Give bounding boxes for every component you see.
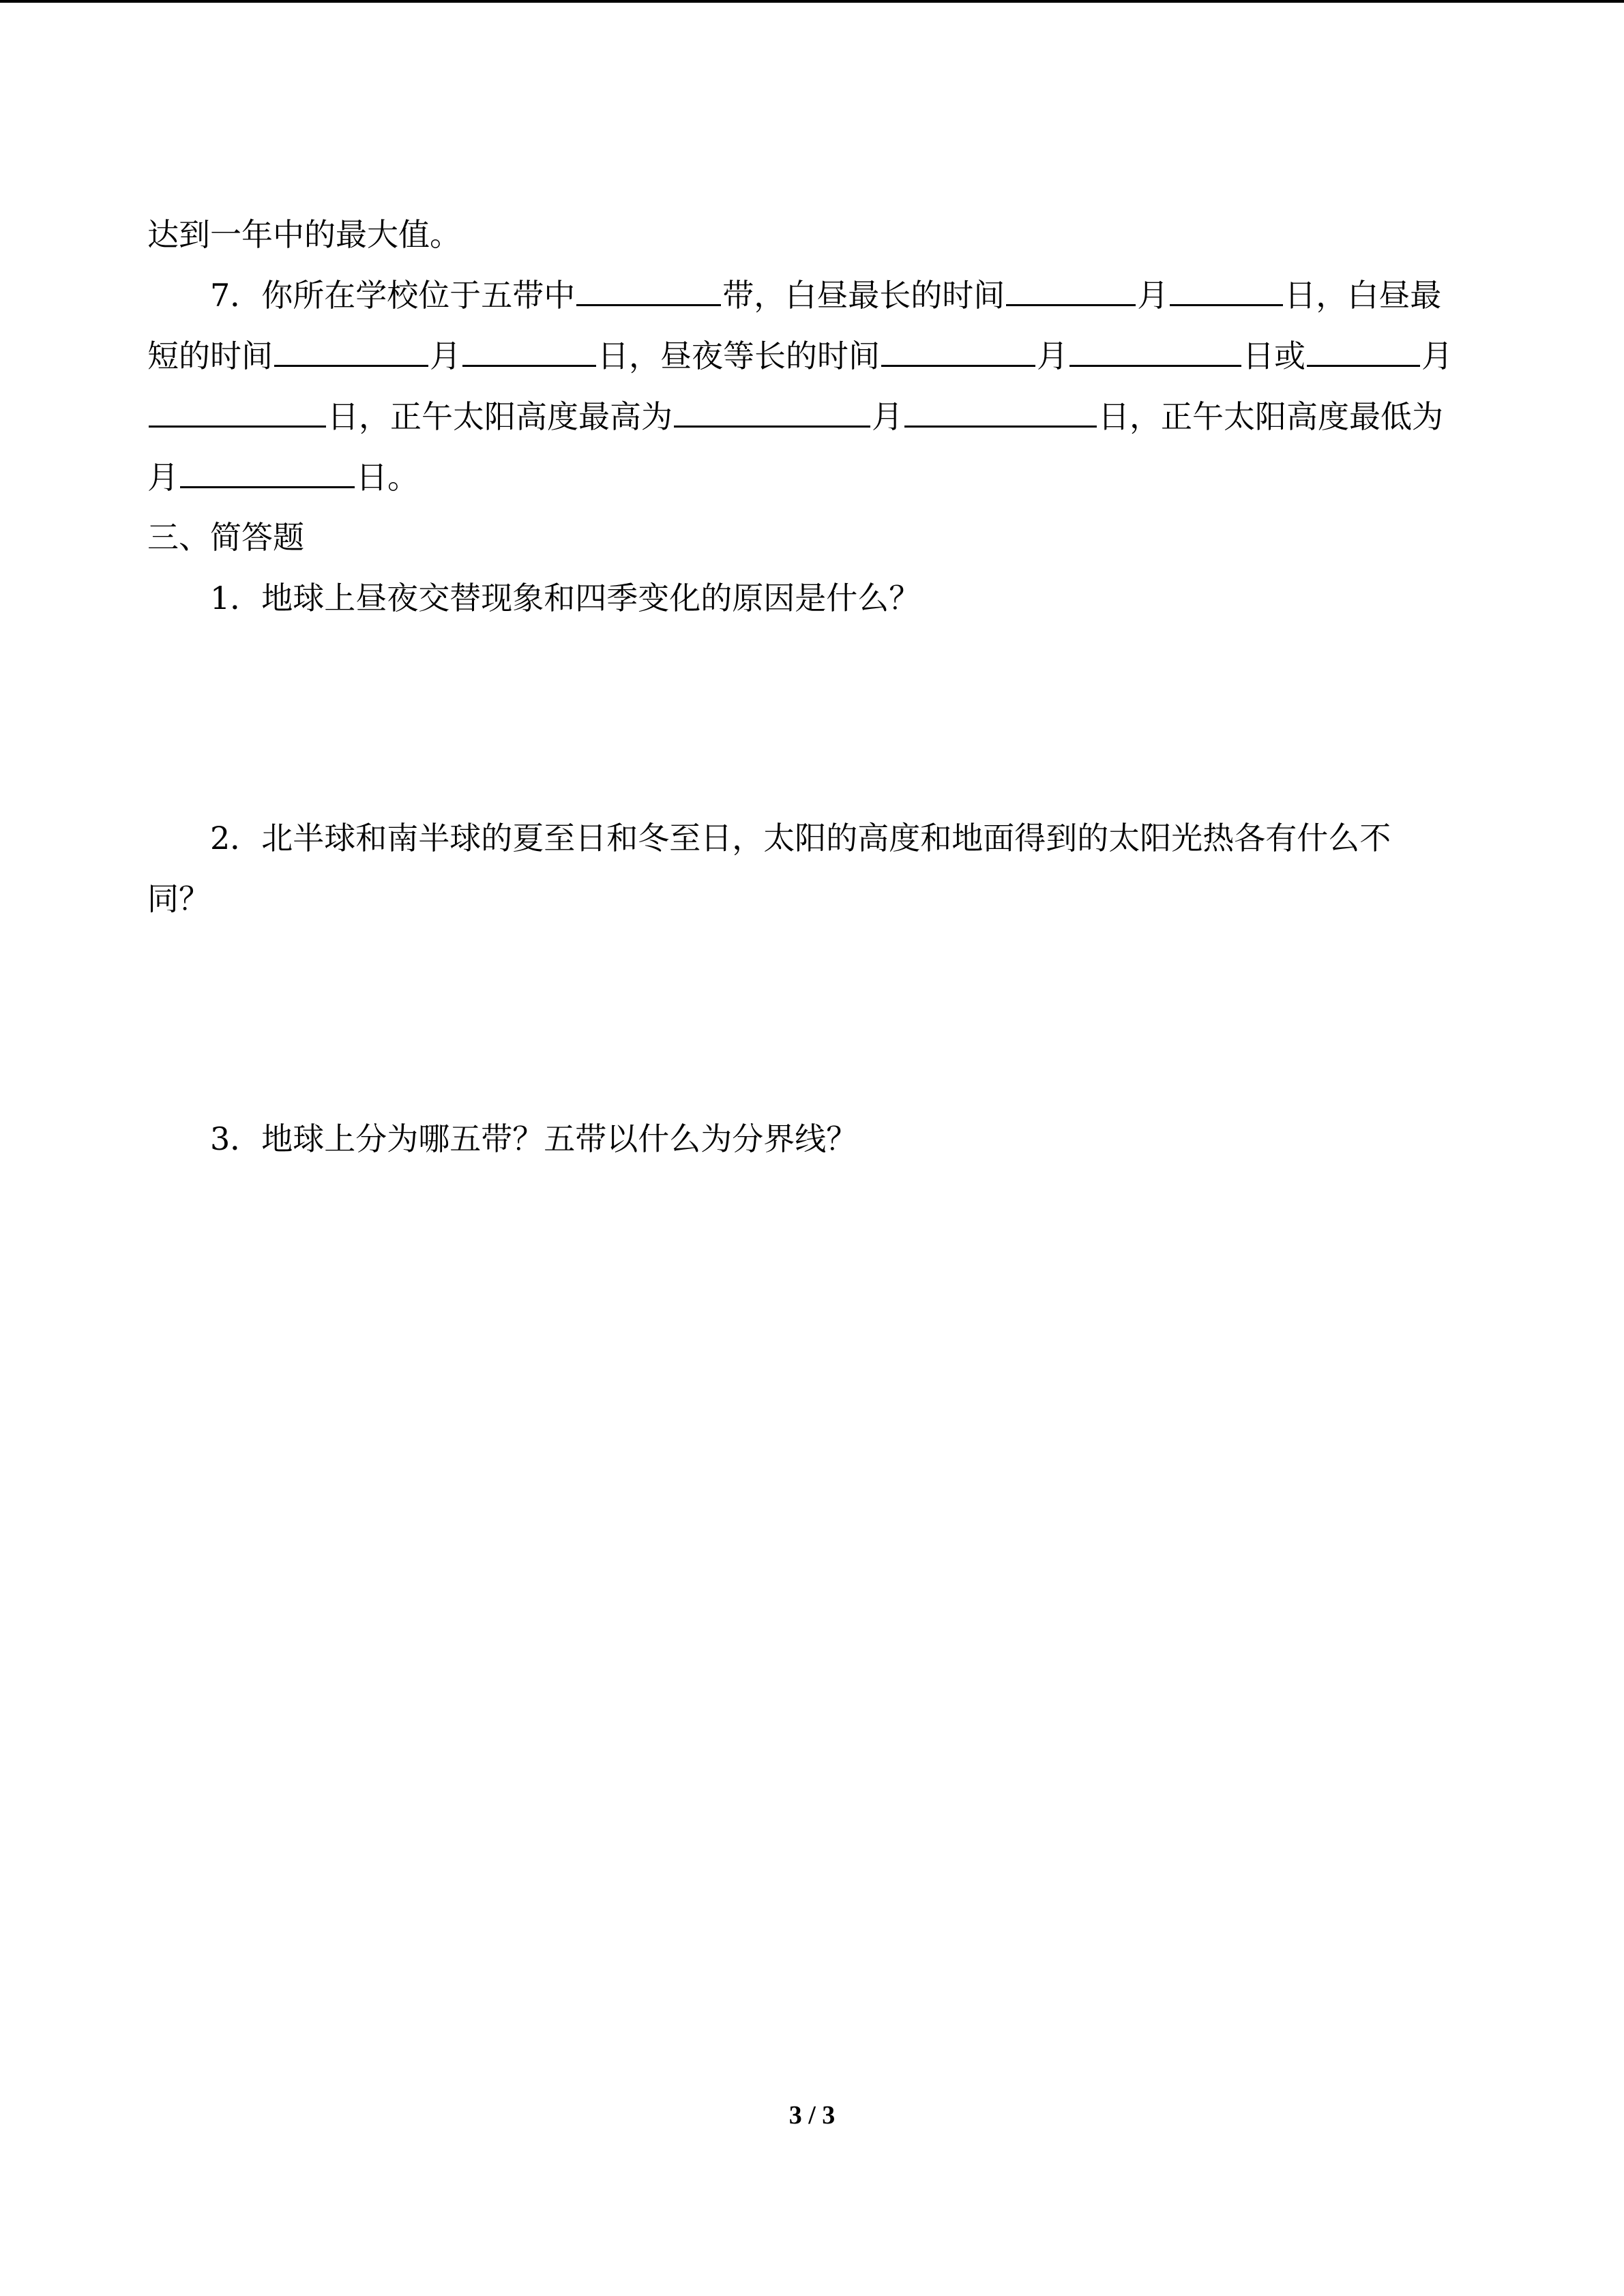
blank-equinox-1-date[interactable] xyxy=(1069,336,1241,367)
section-3-title: 三、简答题 xyxy=(147,519,304,556)
blank-equinox-2-date[interactable] xyxy=(149,397,326,428)
q7-text-2: 带，白昼最长的时间 xyxy=(722,277,1005,314)
short-answer-question-2-line-2: 同？ xyxy=(147,880,210,917)
q7-text-6: 月 xyxy=(430,338,461,374)
question-7-line-3 xyxy=(147,396,1443,437)
blank-min-sun-height-date[interactable] xyxy=(180,458,355,488)
q7-text-13: 日，正午太阳高度最低为 xyxy=(1098,398,1443,435)
blank-equinox-1-month[interactable] xyxy=(881,336,1035,367)
question-7-line-1 xyxy=(210,275,1441,316)
q7-text-5: 短的时间 xyxy=(147,338,273,374)
q7-text-12: 月 xyxy=(872,398,903,435)
short-answer-question-2-line-1: 2．北半球和南半球的夏至日和冬至日，太阳的高度和地面得到的太阳光热各有什么不 xyxy=(210,820,1391,856)
blank-climate-zone[interactable] xyxy=(576,275,721,306)
short-answer-question-1: 1．地球上昼夜交替现象和四季变化的原因是什么？ xyxy=(210,580,921,616)
q7-text-14: 月 xyxy=(147,459,179,496)
q7-text-7: 日，昼夜等长的时间 xyxy=(597,338,880,374)
page-number: 3 / 3 xyxy=(788,2101,836,2130)
q7-text-9: 日或 xyxy=(1243,338,1305,374)
blank-equinox-2-month[interactable] xyxy=(1307,336,1420,367)
q7-text-4: 日，白昼最 xyxy=(1284,277,1442,314)
question-7-line-4 xyxy=(147,457,419,498)
blank-shortest-day-month[interactable] xyxy=(274,336,428,367)
blank-max-sun-height-month[interactable] xyxy=(674,397,870,428)
q7-text-3: 月 xyxy=(1137,277,1169,314)
blank-shortest-day-date[interactable] xyxy=(462,336,596,367)
blank-longest-day-date[interactable] xyxy=(1170,275,1283,306)
blank-max-sun-height-date[interactable] xyxy=(904,397,1097,428)
q7-text-11: 日，正午太阳高度最高为 xyxy=(327,398,673,435)
q7-text-1: 7．你所在学校位于五带中 xyxy=(210,277,576,314)
q7-text-15: 日。 xyxy=(356,459,419,496)
continuation-line: 达到一年中的最大值。 xyxy=(147,216,461,253)
short-answer-question-3: 3．地球上分为哪五带？五带以什么为分界线？ xyxy=(210,1120,858,1157)
blank-longest-day-month[interactable] xyxy=(1006,275,1136,306)
question-7-line-2 xyxy=(147,336,1453,376)
q7-text-8: 月 xyxy=(1037,338,1068,374)
q7-text-10: 月 xyxy=(1421,338,1453,374)
top-border-rule xyxy=(0,0,1624,3)
